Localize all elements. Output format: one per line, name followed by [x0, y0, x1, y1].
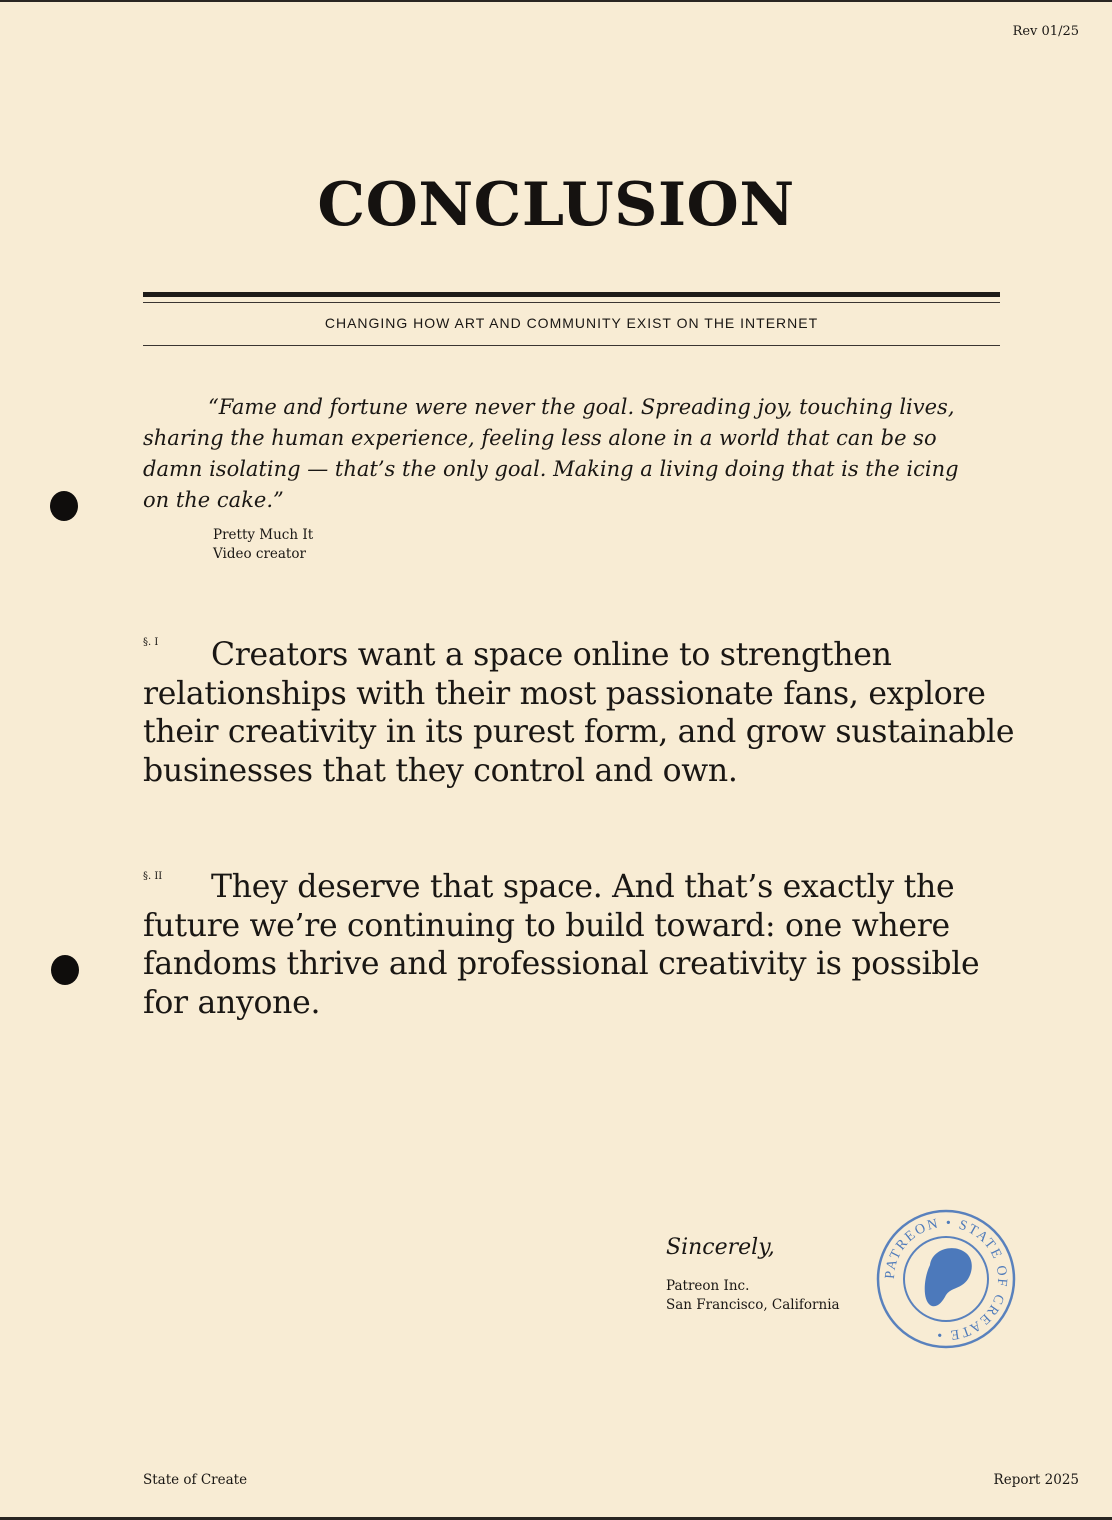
quote-author: Pretty Much It — [213, 527, 314, 543]
revision-label: Rev 01/25 — [1012, 24, 1079, 39]
pull-quote: “Fame and fortune were never the goal. Spreading joy, touching lives, sharing the human experience, feeling less alone in a world that can be so damn isolating — that’s the only goal. Making a living doing that is the icing on the cake.” — [143, 395, 959, 512]
stamp-text: PATREON • STATE OF CREATE • — [882, 1215, 1010, 1343]
section-mark-1: §. I — [143, 637, 159, 648]
signature-location: San Francisco, California — [666, 1297, 840, 1313]
signature-org: Patreon Inc. — [666, 1278, 750, 1294]
quote-role: Video creator — [213, 546, 306, 562]
patreon-stamp — [872, 1205, 1020, 1353]
title-rule-thick — [143, 292, 1000, 297]
footer-publication: State of Create — [143, 1472, 248, 1488]
title-rule-thin — [143, 302, 1000, 303]
section-mark-2: §. II — [143, 871, 163, 882]
section-paragraph-1: Creators want a space online to strengthen relationships with their most passionate fans, explore their creativity in its purest form, and grow sustainable businesses that they control and own. — [143, 637, 1015, 789]
signature-closing: Sincerely, — [666, 1235, 775, 1260]
footer-report: Report 2025 — [993, 1472, 1079, 1488]
page-title: CONCLUSION — [317, 170, 795, 240]
punch-hole — [51, 955, 79, 985]
subtitle-rule — [143, 345, 1000, 346]
punch-hole — [50, 491, 78, 521]
section-paragraph-2: They deserve that space. And that’s exactly the future we’re continuing to build toward: one where fandoms thrive and professional creativity is possible for anyone. — [143, 869, 980, 1021]
quote-attribution — [213, 526, 313, 564]
top-border — [0, 0, 1112, 2]
signature-block — [666, 1277, 840, 1315]
page-subtitle: CHANGING HOW ART AND COMMUNITY EXIST ON THE INTERNET — [324, 315, 819, 331]
patreon-logo-icon — [925, 1248, 972, 1306]
